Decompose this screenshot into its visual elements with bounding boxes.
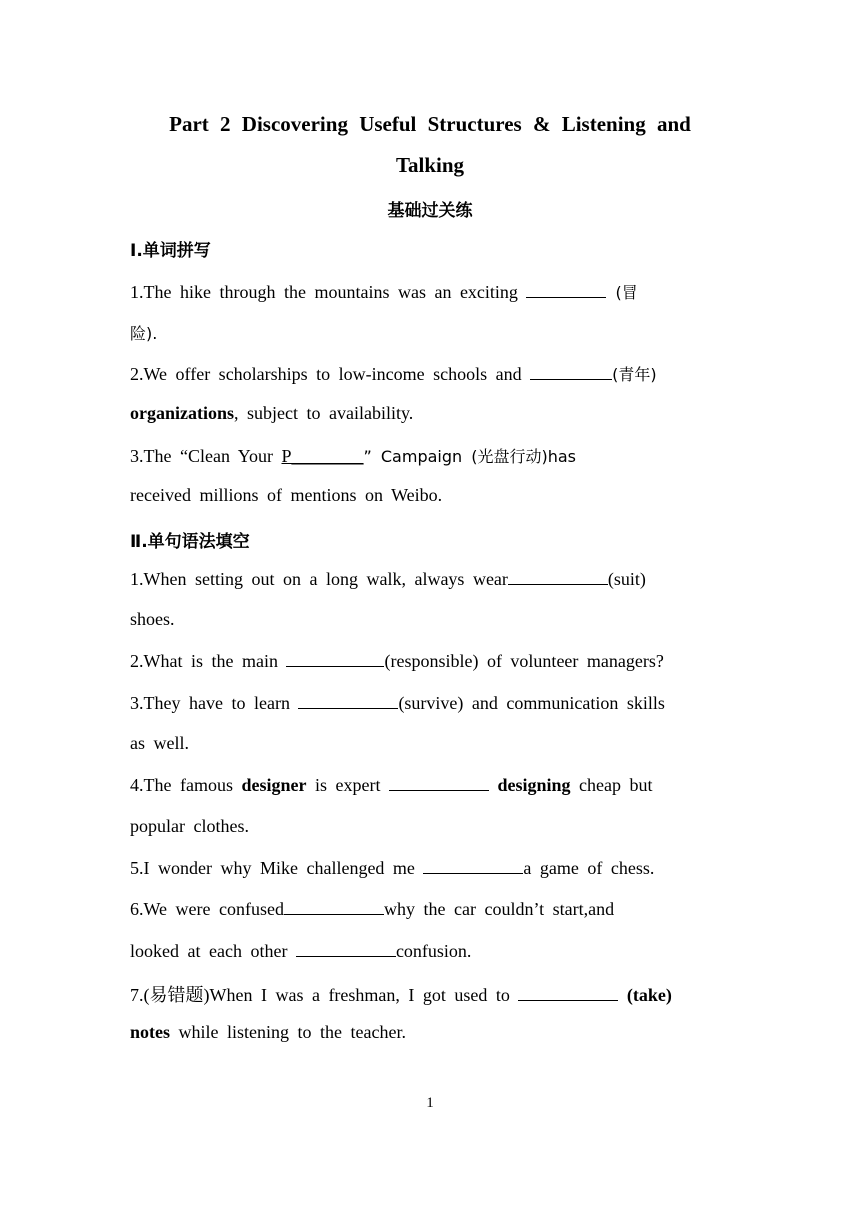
answer-blank[interactable] — [526, 281, 606, 298]
grammar-question-1-line-2: shoes. — [130, 609, 175, 629]
grammar-question-4-line-2: popular clothes. — [130, 816, 249, 836]
answer-blank[interactable] — [286, 650, 384, 667]
answer-blank[interactable] — [518, 984, 618, 1001]
underlined-blank[interactable]: P________ — [281, 446, 364, 466]
question-2-line-2: organizations, subject to availability. — [130, 403, 414, 423]
answer-blank[interactable] — [530, 363, 612, 380]
grammar-question-7-line-2: notes while listening to the teacher. — [130, 1022, 406, 1042]
grammar-question-6-line-2: looked at each other confusion. — [130, 941, 472, 961]
answer-blank[interactable] — [298, 692, 398, 709]
grammar-question-7-line-1: 7.(易错题)When I was a freshman, I got used to (take) — [130, 985, 672, 1005]
question-3-line-2: received millions of mentions on Weibo. — [130, 485, 443, 505]
question-1-line-2: 险). — [130, 324, 158, 343]
grammar-question-1-line-1: 1.When setting out on a long walk, always wear (suit) — [130, 569, 646, 589]
grammar-question-3-line-2: as well. — [130, 733, 189, 753]
question-2-line-1: 2.We offer scholarships to low-income schools and (青年) — [130, 364, 657, 384]
question-1-line-1: 1.The hike through the mountains was an exciting (冒 — [130, 282, 638, 302]
section-heading-spelling: Ⅰ.单词拼写 — [130, 241, 211, 261]
page-subtitle: 基础过关练 — [387, 201, 473, 221]
page-number: 1 — [426, 1095, 434, 1111]
grammar-question-5-line-1: 5.I wonder why Mike challenged me a game of chess. — [130, 858, 655, 878]
grammar-question-4-line-1: 4.The famous designer is expert designing cheap but — [130, 775, 653, 795]
answer-blank[interactable] — [284, 898, 384, 915]
answer-blank[interactable] — [296, 940, 396, 957]
page-title-line-1: Part 2 Discovering Useful Structures & Listening and — [169, 112, 691, 136]
grammar-question-2-line-1: 2.What is the main (responsible) of volunteer managers? — [130, 651, 664, 671]
question-3-line-1: 3.The “Clean Your P________” Campaign (光盘行动)has — [130, 446, 576, 466]
section-heading-grammar: Ⅱ.单句语法填空 — [130, 532, 250, 552]
grammar-question-6-line-1: 6.We were confused why the car couldn’t start,and — [130, 899, 615, 919]
answer-blank[interactable] — [389, 774, 489, 791]
page-title-line-2: Talking — [395, 153, 465, 177]
grammar-question-3-line-1: 3.They have to learn (survive) and communication skills — [130, 693, 665, 713]
answer-blank[interactable] — [423, 857, 523, 874]
answer-blank[interactable] — [508, 568, 608, 585]
